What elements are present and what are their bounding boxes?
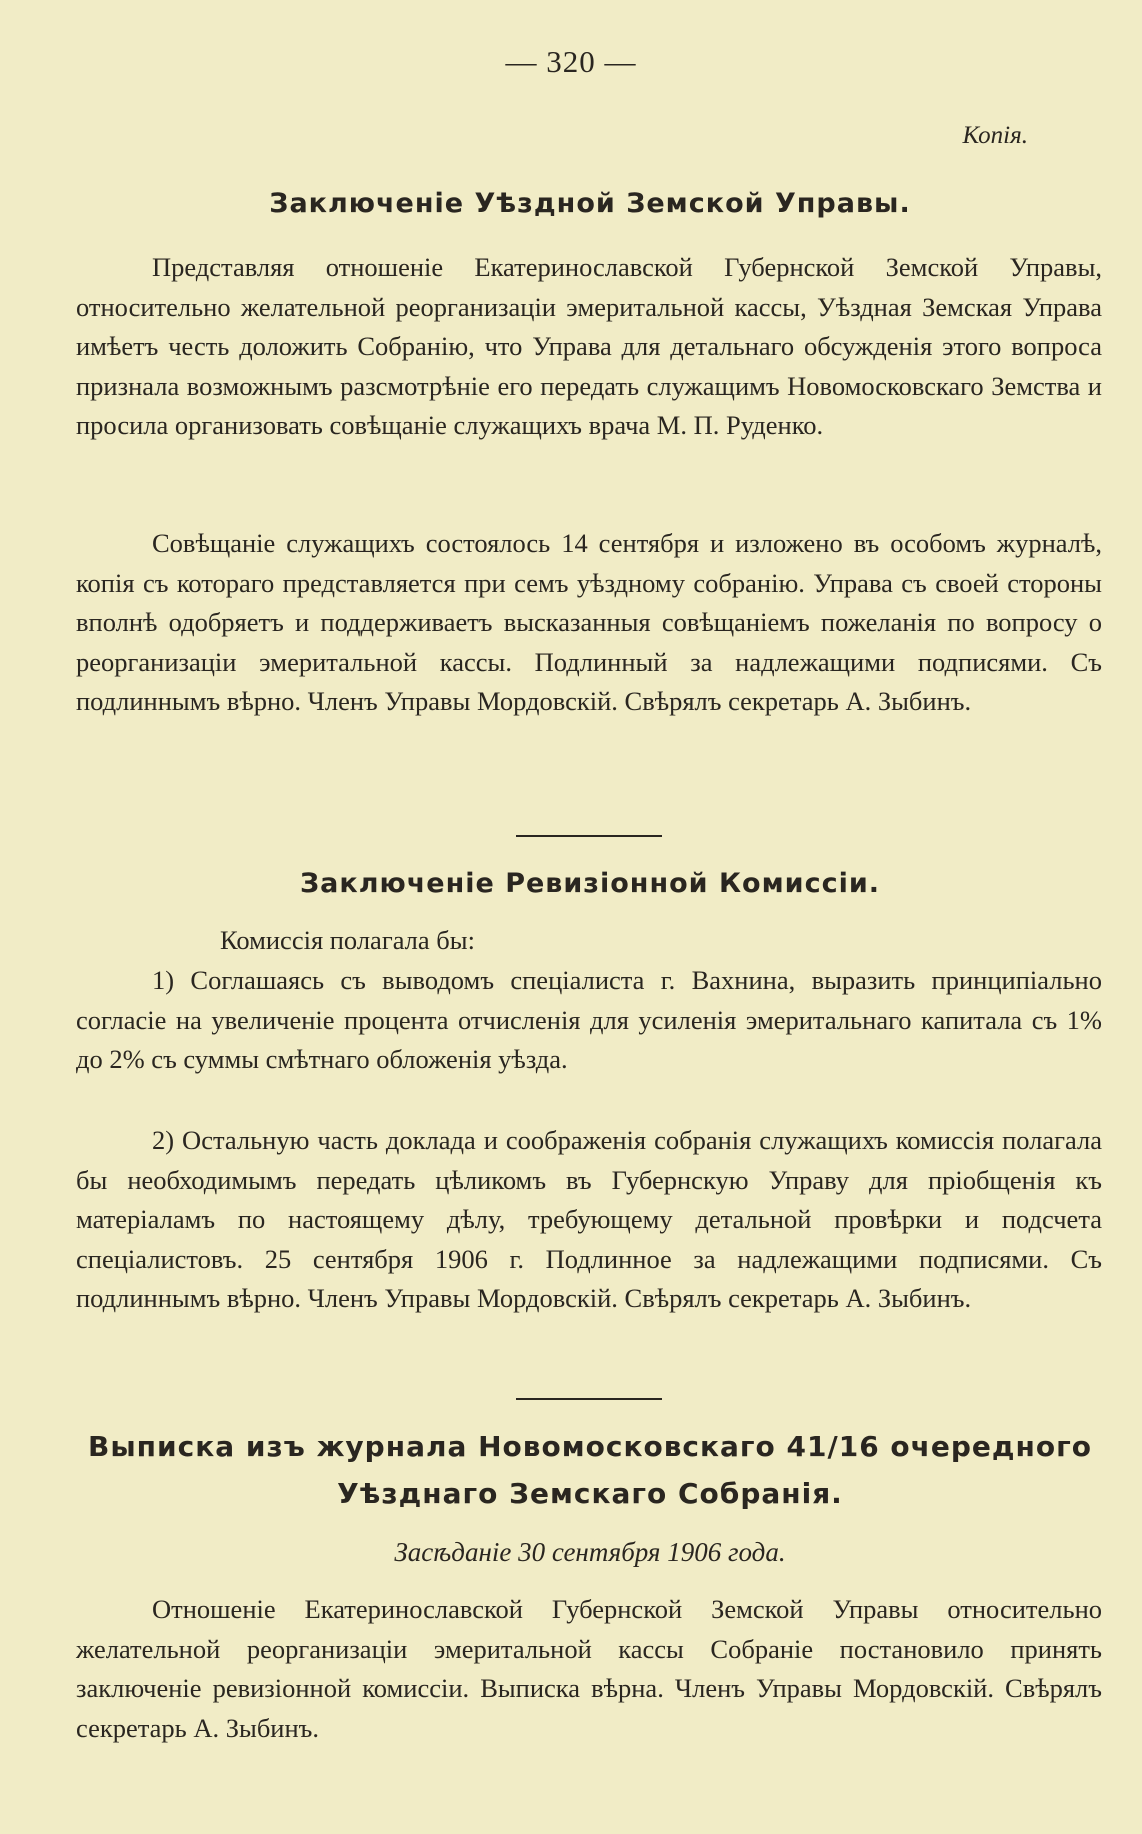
section2-item-1: 1) Соглашаясь съ выводомъ спеціалиста г. Вахнина, выразить принципіально согласіе на увеличеніе процента отчисленія для усиленія эмеритальнаго капитала съ 1% до 2% съ суммы смѣтнаго обложенія уѣзда. [76,965,1102,1074]
section-divider-1 [516,835,662,837]
section3-paragraph: Отношеніе Екатеринославской Губернской Земской Управы относительно желательной реорганизаціи эмеритальной кассы Собраніе постановило принять заключеніе ревизіонной комиссіи. Выписка вѣрна. Членъ Управы Мордовскій. Свѣрялъ секретарь А. Зыбинъ. [76,1594,1102,1743]
section3-title-line-1: Выписка изъ журнала Новомосковскаго 41/16 очередного [88,1430,1092,1463]
section3-subtitle: Засѣданіе 30 сентября 1906 года. [394,1537,786,1567]
page-number: — 320 — [505,44,637,79]
section2-item-2: 2) Остальную часть доклада и соображенія собранія служащихъ комиссія полагала бы необходимымъ передать цѣликомъ въ Губернскую Управу для пріобщенія къ матеріаламъ по настоящему дѣлу, требующему детальной провѣрки и подсчета спеціалистовъ. 25 сентября 1906 г. Подлинное за надлежащими подписями. Съ подлиннымъ вѣрно. Членъ Управы Мордовскій. Свѣрялъ секретарь А. Зыбинъ. [76,1125,1102,1313]
section2-intro: Комиссія полагала бы: [220,925,475,955]
copy-mark: Копія. [962,122,1028,149]
section2-title: Заключеніе Ревизіонной Комиссіи. [299,868,881,899]
section3-title [60,1423,1120,1517]
section3-title-line-2: Уѣзднаго Земскаго Собранія. [337,1477,843,1510]
section1-title: Заключеніе Уѣздной Земской Управы. [269,188,911,219]
section1-paragraph-1: Представляя отношеніе Екатеринославской Губернской Земской Управы, относительно желательной реорганизаціи эмеритальной кассы, Уѣздная Земская Управа имѣетъ честь доложить Собранію, что Управа для детальнаго обсужденія этого вопроса признала возможнымъ разсмотрѣніе его передать служащимъ Новомосковскаго Земства и просила организовать совѣщаніе служащихъ врача М. П. Руденко. [76,252,1102,440]
section-divider-2 [516,1398,662,1400]
section1-paragraph-2: Совѣщаніе служащихъ состоялось 14 сентября и изложено въ особомъ журналѣ, копія съ котораго представляется при семъ уѣздному собранію. Управа съ своей стороны вполнѣ одобряетъ и поддерживаетъ высказанныя совѣщаніемъ пожеланія по вопросу о реорганизаціи эмеритальной кассы. Подлинный за надлежащими подписями. Съ подлиннымъ вѣрно. Членъ Управы Мордовскій. Свѣрялъ секретарь А. Зыбинъ. [76,528,1102,716]
